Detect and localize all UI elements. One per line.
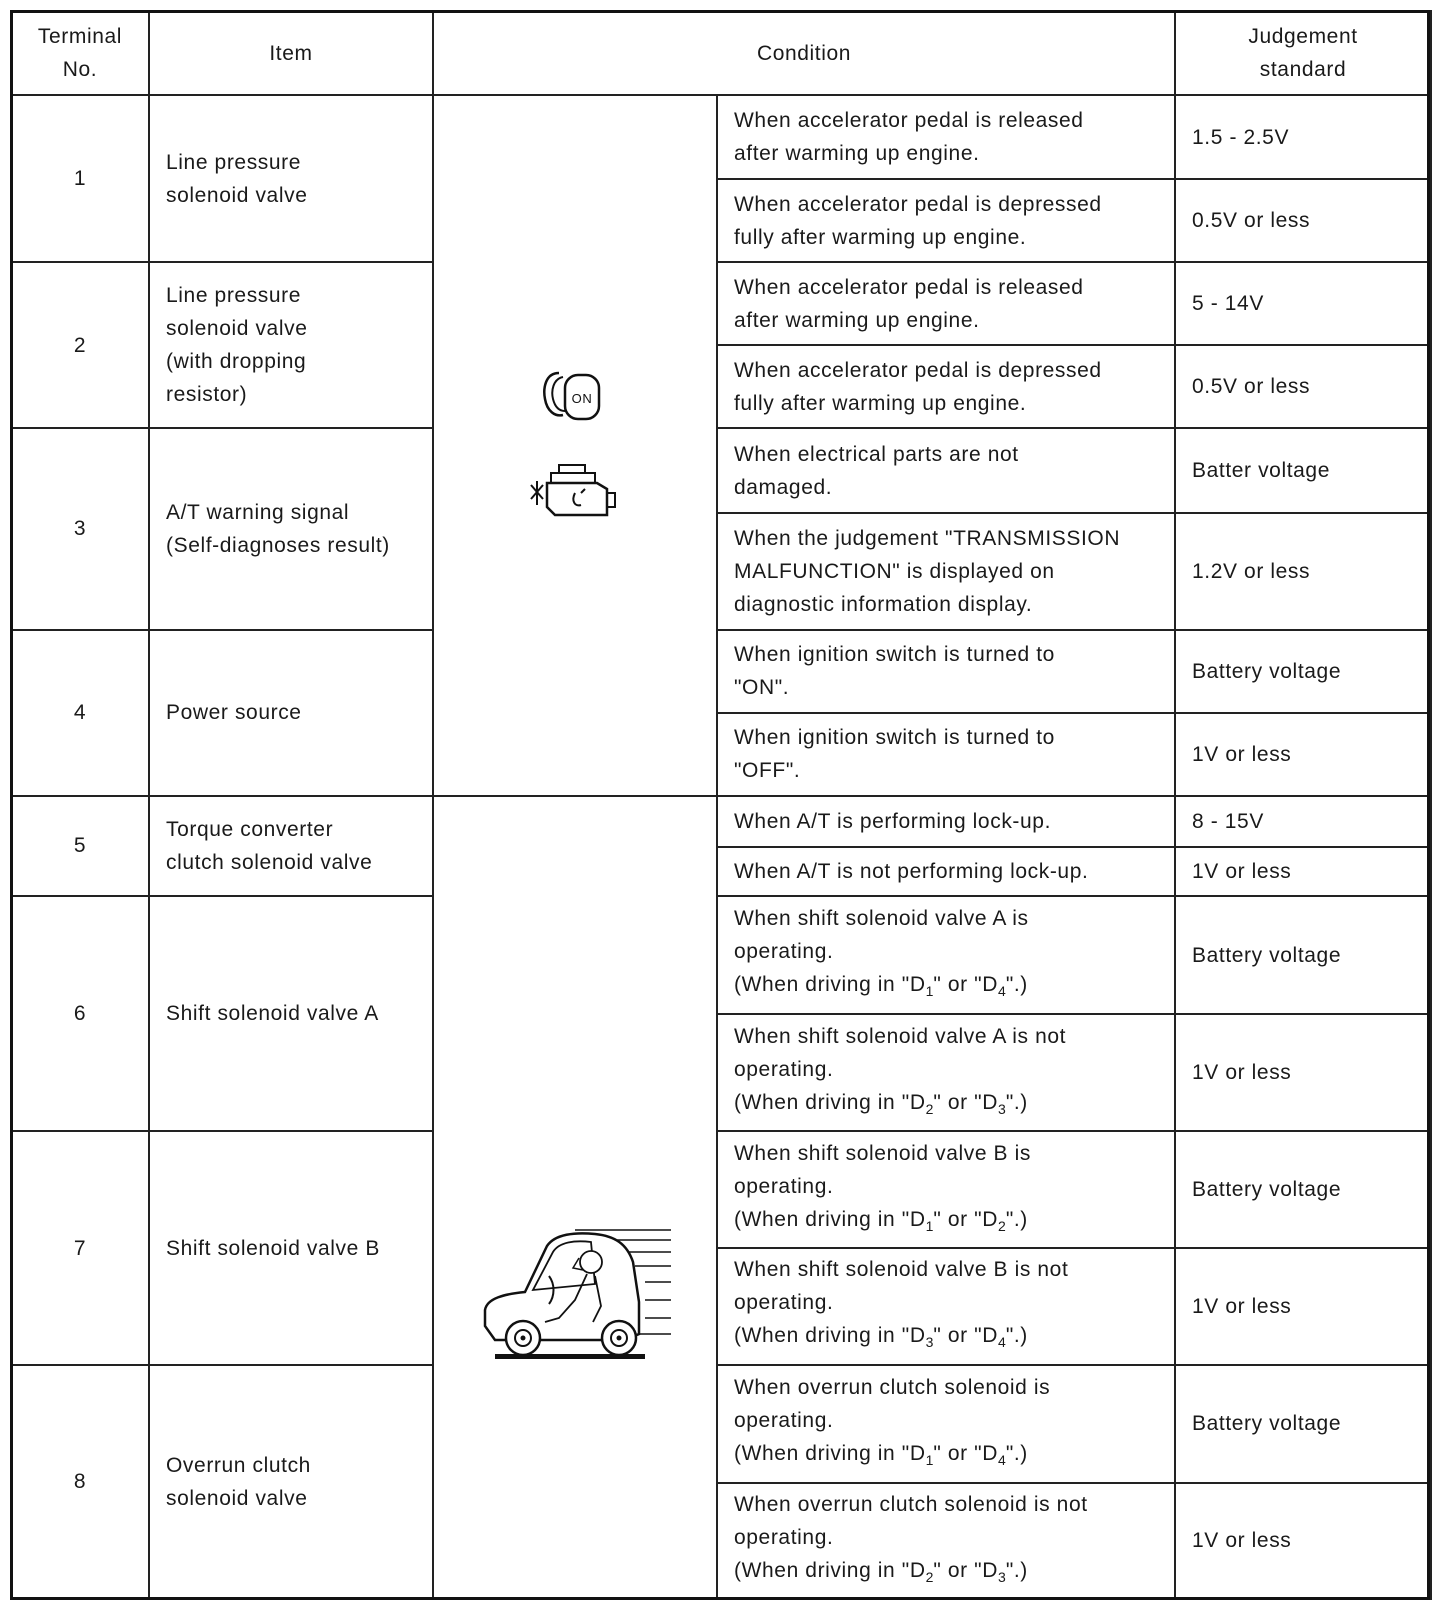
terminal-number: 2 xyxy=(11,262,149,428)
item-name: Power source xyxy=(149,630,433,796)
item-name: Line pressure solenoid valve (with dropping resistor) xyxy=(149,262,433,428)
judgement-standard-value: 5 - 14V xyxy=(1175,262,1431,345)
judgement-standard-value: 1.2V or less xyxy=(1175,513,1431,630)
item-name: A/T warning signal (Self-diagnoses result) xyxy=(149,428,433,629)
item-name: Overrun clutch solenoid valve xyxy=(149,1365,433,1599)
condition-cell: When the judgement "TRANSMISSION MALFUNCTION" is displayed on diagnostic information display. xyxy=(717,513,1175,630)
item-name: Line pressure solenoid valve xyxy=(149,95,433,262)
condition-cell: When shift solenoid valve A is not operating. (When driving in "$D_2$" or "$D_3$".) xyxy=(717,1014,1175,1131)
key-on-label: ON xyxy=(571,391,593,407)
driving-range-note: (When driving in "$D_3$" or "$D_4$".) xyxy=(734,1324,1028,1351)
table-row xyxy=(11,1365,1431,1483)
condition-cell: When ignition switch is turned to "OFF". xyxy=(717,713,1175,796)
terminal-number: 5 xyxy=(11,796,149,897)
header-condition: Condition xyxy=(433,11,1175,95)
condition-cell: When accelerator pedal is released after warming up engine. xyxy=(717,262,1175,345)
vehicle-driving-icon xyxy=(475,1222,675,1362)
judgement-standard-value: 8 - 15V xyxy=(1175,796,1431,847)
terminal-number: 1 xyxy=(11,95,149,262)
driving-range-note: (When driving in "$D_2$" or "$D_3$".) xyxy=(734,1558,1028,1585)
header-terminal-no: Terminal No. xyxy=(11,11,149,95)
terminal-number: 8 xyxy=(11,1365,149,1599)
condition-cell: When A/T is performing lock-up. xyxy=(717,796,1175,847)
condition-cell: When ignition switch is turned to "ON". xyxy=(717,630,1175,713)
judgement-standard-value: Batter voltage xyxy=(1175,428,1431,512)
condition-cell: When shift solenoid valve A is operating. (When driving in "$D_1$" or "$D_4$".) xyxy=(717,896,1175,1014)
judgement-standard-value: Battery voltage xyxy=(1175,896,1431,1014)
engine-running-icon xyxy=(525,459,625,527)
condition-cell: When overrun clutch solenoid is operating. (When driving in "$D_1$" or "$D_4$".) xyxy=(717,1365,1175,1483)
judgement-standard-value: 1V or less xyxy=(1175,713,1431,796)
condition-cell: When accelerator pedal is depressed fully after warming up engine. xyxy=(717,179,1175,262)
header-judgement-standard: Judgement standard xyxy=(1175,11,1431,95)
condition-cell: When shift solenoid valve B is operating. (When driving in "$D_1$" or "$D_2$".) xyxy=(717,1131,1175,1248)
terminal-inspection-table xyxy=(10,10,1432,1600)
table-row xyxy=(11,1131,1431,1248)
driving-range-note: (When driving in "$D_1$" or "$D_4$".) xyxy=(734,1441,1028,1468)
judgement-standard-value: 1.5 - 2.5V xyxy=(1175,95,1431,179)
driving-icon-cell xyxy=(433,796,717,1599)
terminal-number: 6 xyxy=(11,896,149,1131)
driving-range-note: (When driving in "$D_2$" or "$D_3$".) xyxy=(734,1090,1028,1117)
table-row xyxy=(11,428,1431,512)
judgement-standard-value: 0.5V or less xyxy=(1175,179,1431,262)
judgement-standard-value: Battery voltage xyxy=(1175,1131,1431,1248)
table-row xyxy=(11,796,1431,847)
table-row xyxy=(11,262,1431,345)
condition-cell: When accelerator pedal is released after warming up engine. xyxy=(717,95,1175,179)
condition-cell: When shift solenoid valve B is not operating. (When driving in "$D_3$" or "$D_4$".) xyxy=(717,1248,1175,1365)
item-name: Shift solenoid valve B xyxy=(149,1131,433,1365)
table-row xyxy=(11,896,1431,1014)
item-name: Torque converter clutch solenoid valve xyxy=(149,796,433,897)
header-item: Item xyxy=(149,11,433,95)
ignition-engine-icon-cell xyxy=(433,95,717,796)
judgement-standard-value: Battery voltage xyxy=(1175,1365,1431,1483)
driving-range-note: (When driving in "$D_1$" or "$D_2$".) xyxy=(734,1207,1028,1234)
item-name: Shift solenoid valve A xyxy=(149,896,433,1131)
condition-cell: When accelerator pedal is depressed fully after warming up engine. xyxy=(717,345,1175,428)
table-row xyxy=(11,95,1431,179)
condition-cell: When overrun clutch solenoid is not operating. (When driving in "$D_2$" or "$D_3$".) xyxy=(717,1483,1175,1599)
condition-cell: When electrical parts are not damaged. xyxy=(717,428,1175,512)
terminal-number: 3 xyxy=(11,428,149,629)
judgement-standard-value: 1V or less xyxy=(1175,1014,1431,1131)
terminal-number: 4 xyxy=(11,630,149,796)
judgement-standard-value: 1V or less xyxy=(1175,847,1431,896)
header-row xyxy=(11,11,1431,95)
driving-range-note: (When driving in "$D_1$" or "$D_4$".) xyxy=(734,973,1028,1000)
condition-cell: When A/T is not performing lock-up. xyxy=(717,847,1175,896)
judgement-standard-value: 1V or less xyxy=(1175,1483,1431,1599)
terminal-number: 7 xyxy=(11,1131,149,1365)
judgement-standard-value: 1V or less xyxy=(1175,1248,1431,1365)
table-row xyxy=(11,630,1431,713)
judgement-standard-value: 0.5V or less xyxy=(1175,345,1431,428)
judgement-standard-value: Battery voltage xyxy=(1175,630,1431,713)
ignition-on-key-icon xyxy=(535,363,615,427)
